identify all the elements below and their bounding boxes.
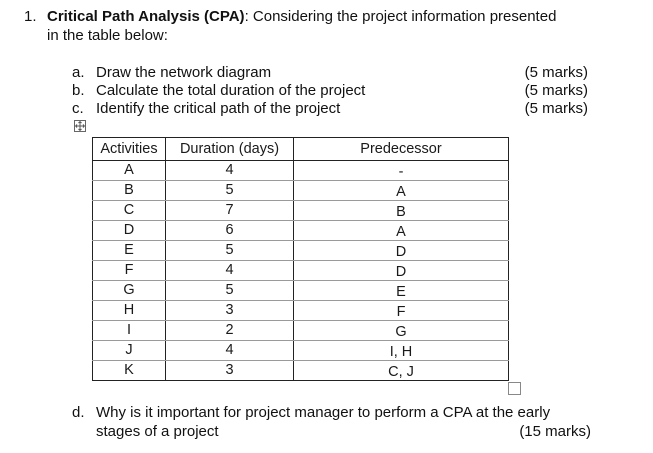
- part-c-text: Identify the critical path of the project: [96, 100, 341, 117]
- part-b-marks: (5 marks): [524, 82, 588, 99]
- activity-cell: H: [93, 301, 166, 321]
- part-a-text: Draw the network diagram: [96, 64, 272, 81]
- table-row: [93, 221, 509, 241]
- duration-cell: 6: [166, 221, 294, 241]
- activity-cell: E: [93, 241, 166, 261]
- activity-cell: D: [93, 221, 166, 241]
- question-title-bold: Critical Path Analysis (CPA): [47, 8, 245, 25]
- table-row: [93, 321, 509, 341]
- header-predecessor: Predecessor: [294, 138, 509, 161]
- part-b-text: Calculate the total duration of the project: [96, 82, 366, 99]
- table-row: [93, 361, 509, 381]
- duration-cell: 7: [166, 201, 294, 221]
- duration-cell: 4: [166, 341, 294, 361]
- activity-cell: B: [93, 181, 166, 201]
- part-b-letter: b.: [72, 82, 85, 99]
- predecessor-cell: I, H: [294, 341, 509, 361]
- part-a-letter: a.: [72, 64, 85, 81]
- table-row: [93, 241, 509, 261]
- header-duration: Duration (days): [166, 138, 294, 161]
- part-c-marks: (5 marks): [524, 100, 588, 117]
- table-row: [93, 161, 509, 181]
- duration-cell: 2: [166, 321, 294, 341]
- part-c-letter: c.: [72, 100, 84, 117]
- activity-cell: J: [93, 341, 166, 361]
- move-icon[interactable]: [74, 120, 86, 132]
- predecessor-cell: -: [294, 161, 509, 181]
- predecessor-cell: B: [294, 201, 509, 221]
- predecessor-cell: D: [294, 241, 509, 261]
- part-d-marks: (15 marks): [519, 423, 591, 440]
- table-row: [93, 341, 509, 361]
- activity-cell: I: [93, 321, 166, 341]
- table-row: [93, 201, 509, 221]
- duration-cell: 4: [166, 261, 294, 281]
- cpa-table: [92, 137, 509, 381]
- predecessor-cell: A: [294, 181, 509, 201]
- predecessor-cell: C, J: [294, 361, 509, 381]
- header-activities: Activities: [93, 138, 166, 161]
- activity-cell: F: [93, 261, 166, 281]
- duration-cell: 5: [166, 181, 294, 201]
- question-title-rest: : Considering the project information presented: [244, 8, 557, 25]
- part-d-line1: Why is it important for project manager to perform a CPA at the early: [96, 404, 551, 421]
- table-row: [93, 261, 509, 281]
- question-heading: [47, 8, 556, 26]
- activity-cell: A: [93, 161, 166, 181]
- predecessor-cell: D: [294, 261, 509, 281]
- duration-cell: 5: [166, 241, 294, 261]
- activity-cell: C: [93, 201, 166, 221]
- duration-cell: 3: [166, 361, 294, 381]
- part-a-marks: (5 marks): [524, 64, 588, 81]
- part-d-letter: d.: [72, 404, 85, 421]
- duration-cell: 4: [166, 161, 294, 181]
- table-row: [93, 181, 509, 201]
- predecessor-cell: G: [294, 321, 509, 341]
- table-row: [93, 281, 509, 301]
- predecessor-cell: F: [294, 301, 509, 321]
- duration-cell: 5: [166, 281, 294, 301]
- resize-handle-icon[interactable]: [508, 382, 521, 395]
- activity-cell: K: [93, 361, 166, 381]
- activity-cell: G: [93, 281, 166, 301]
- table-header-row: [93, 138, 509, 161]
- question-number: 1.: [24, 8, 37, 25]
- table-row: [93, 301, 509, 321]
- duration-cell: 3: [166, 301, 294, 321]
- part-d-line2: stages of a project: [96, 423, 219, 440]
- predecessor-cell: A: [294, 221, 509, 241]
- predecessor-cell: E: [294, 281, 509, 301]
- question-title-line2: in the table below:: [47, 27, 168, 44]
